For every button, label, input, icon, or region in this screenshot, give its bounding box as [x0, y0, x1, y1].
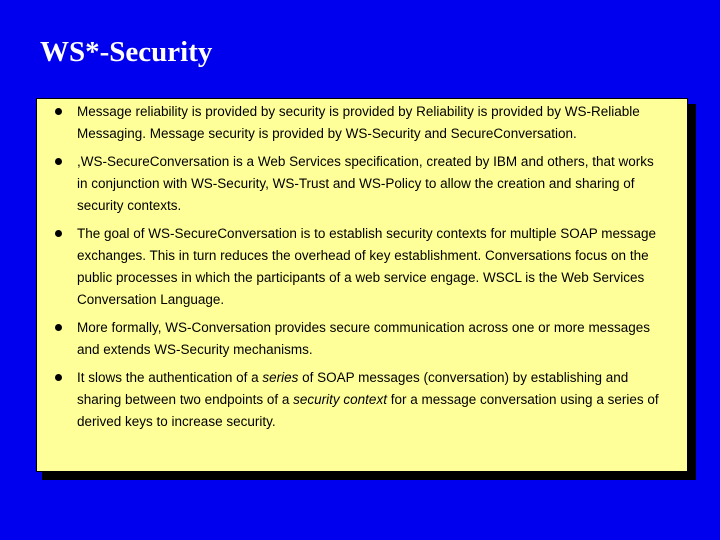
slide-title: WS*-Security — [40, 36, 213, 68]
bullet-dot-icon — [55, 324, 62, 331]
bullet-text: ,WS-Secure​Conversation is a Web Services specification, created by IBM and others, that works in conjunction with WS-Security, WS-Trust and WS-Policy to allow the creation and sharing of security contexts. — [77, 154, 654, 213]
bullet-text: of SOAP messages (conversation) by establishing and sharing between two endpoints of a — [77, 370, 629, 407]
content-box — [36, 98, 688, 472]
bullet-dot-icon — [55, 158, 62, 165]
bullet-item — [77, 101, 667, 145]
bullet-text: Message reliability is provided by security is provided by Reliability is provided by WS-Reliable​Messaging. Message security is provided by WS-Security and Secure​Conversation. — [77, 104, 640, 141]
bullet-item — [77, 223, 667, 311]
bullet-item — [77, 317, 667, 361]
bullet-item — [77, 151, 667, 217]
bullet-dot-icon — [55, 230, 62, 237]
bullet-dot-icon — [55, 374, 62, 381]
bullet-emphasis: security context — [293, 392, 387, 407]
bullet-list — [37, 99, 687, 433]
bullet-item — [77, 367, 667, 433]
bullet-dot-icon — [55, 108, 62, 115]
bullet-text: It slows the authentication of a — [77, 370, 263, 385]
bullet-text: The goal of WS-Secure​Conversation is to establish security contexts for multiple SOAP message exchanges. This in turn reduces the overhead of key establishment. Conversations focus on the public processes in which the participants of a web service engage. WSCL is the Web Services Conversation Language. — [77, 226, 657, 307]
bullet-emphasis: series — [262, 370, 299, 385]
bullet-text: More formally, WS-Conversation provides secure communication across one or more messages and extends WS-Security mechanisms. — [77, 320, 650, 357]
bullet-text: for a message conversation using a series of derived keys to increase security. — [77, 392, 659, 429]
